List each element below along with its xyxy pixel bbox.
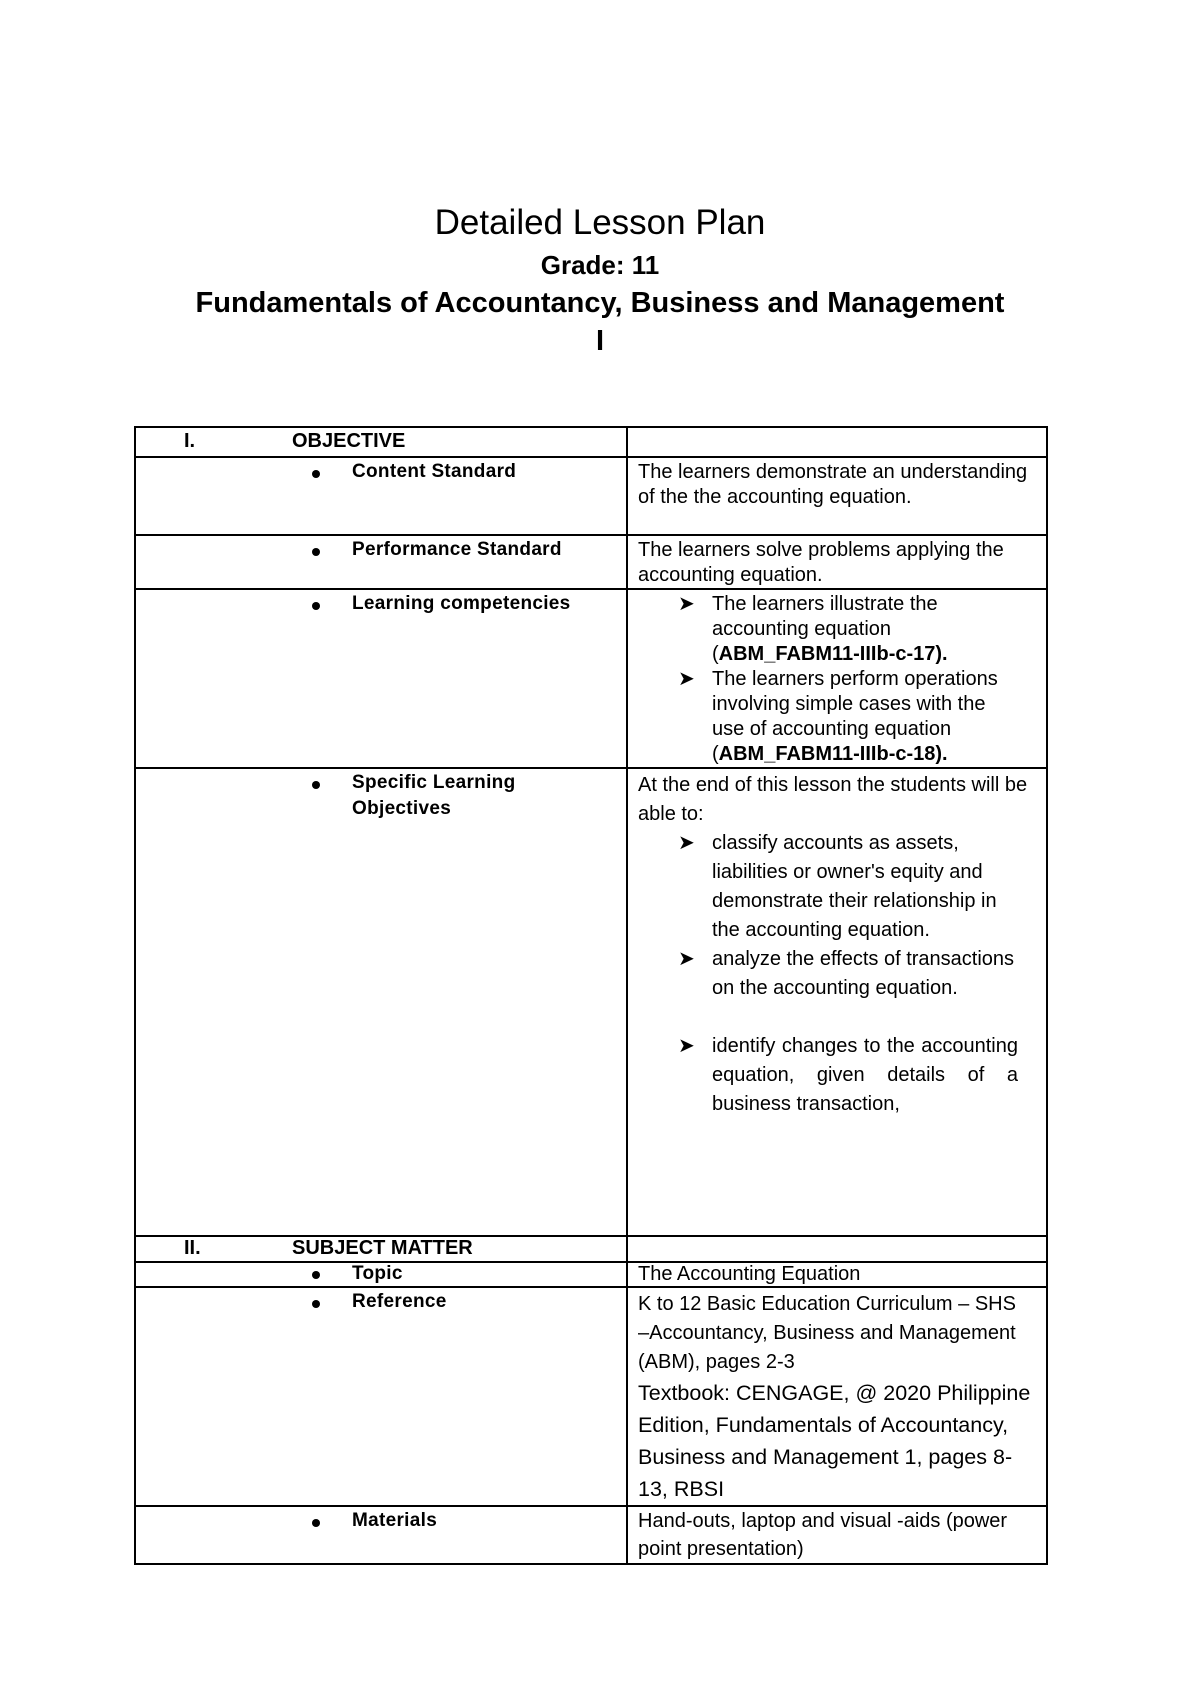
arrow-bullet-icon: ➤ (678, 593, 695, 615)
row-label: Topic (352, 1263, 403, 1284)
document-title: Detailed Lesson Plan (434, 203, 766, 242)
materials-text: Hand-outs, laptop and visual -aids (power point presentation) (638, 1510, 1008, 1560)
row-label: Materials (352, 1510, 438, 1531)
section-heading (136, 1237, 626, 1259)
bullet-icon (312, 548, 320, 556)
grade-line: Grade: 11 (540, 250, 660, 280)
arrow-bullet-icon: ➤ (678, 832, 695, 854)
specific-objectives-row (135, 768, 1047, 1236)
bullet-icon (312, 1300, 320, 1308)
section-label: SUBJECT MATTER (292, 1237, 473, 1259)
content-standard-row (135, 457, 1047, 535)
list-item: ➤ identify changes to the accounting equation, given details of a business transaction, (628, 1032, 1018, 1119)
bullet-icon (312, 1519, 320, 1527)
list-item: ➤ analyze the effects of transactions on the accounting equation. (628, 945, 1018, 1003)
bullet-icon (312, 602, 320, 610)
arrow-bullet-icon: ➤ (678, 948, 695, 970)
subject-matter-section-row (135, 1236, 1047, 1262)
competency-list (628, 592, 1032, 767)
topic-row (135, 1262, 1047, 1287)
subject-title-suffix: I (595, 325, 605, 357)
reference-row (135, 1287, 1047, 1506)
bullet-icon (312, 1271, 320, 1279)
topic-text: The Accounting Equation (638, 1263, 861, 1285)
arrow-bullet-icon: ➤ (678, 1035, 695, 1057)
arrow-bullet-icon: ➤ (678, 668, 695, 690)
objectives-list (628, 829, 1032, 1119)
bullet-icon (312, 781, 320, 789)
content-standard-text: The learners demonstrate an understanding of the the accounting equation. (638, 461, 1028, 508)
row-label-continued: Objectives (352, 798, 452, 819)
subject-title: Fundamentals of Accountancy, Business and Management (195, 287, 1005, 319)
document-header (0, 200, 1200, 360)
lesson-plan-table (134, 426, 1048, 1565)
row-label: Learning competencies (352, 593, 571, 614)
specific-objectives-intro: At the end of this lesson the students will be able to: (638, 774, 1028, 825)
section-number: II. (184, 1237, 201, 1259)
reference-textbook-text: Textbook: CENGAGE, @ 2020 Philippine Edition, Fundamentals of Accountancy, Business and Management 1, pages 8-13, RBSI (638, 1381, 1031, 1501)
objective-section-row (135, 427, 1047, 457)
learning-competencies-row (135, 589, 1047, 768)
bullet-icon (312, 470, 320, 478)
list-item: ➤ classify accounts as assets, liabilities or owner's equity and demonstrate their relationship in the accounting equation. (628, 829, 1018, 945)
section-label: OBJECTIVE (292, 430, 406, 452)
list-item: ➤ The learners perform operations involving simple cases with the use of accounting equation (ABM_FABM11-IIIb-c-18). (678, 668, 998, 765)
list-item: ➤ The learners illustrate the accounting equation (ABM_FABM11-IIIb-c-17). (678, 593, 948, 665)
row-label: Content Standard (352, 461, 517, 482)
section-heading (136, 428, 626, 453)
performance-standard-text: The learners solve problems applying the accounting equation. (638, 539, 1004, 586)
reference-curriculum-text: K to 12 Basic Education Curriculum – SHS –Accountancy, Business and Management (ABM), pages 2-3 (638, 1293, 1016, 1373)
row-label: Specific Learning (352, 772, 516, 793)
row-label: Performance Standard (352, 539, 562, 560)
row-label: Reference (352, 1291, 447, 1312)
performance-standard-row (135, 535, 1047, 589)
section-number: I. (184, 430, 196, 452)
materials-row (135, 1506, 1047, 1564)
